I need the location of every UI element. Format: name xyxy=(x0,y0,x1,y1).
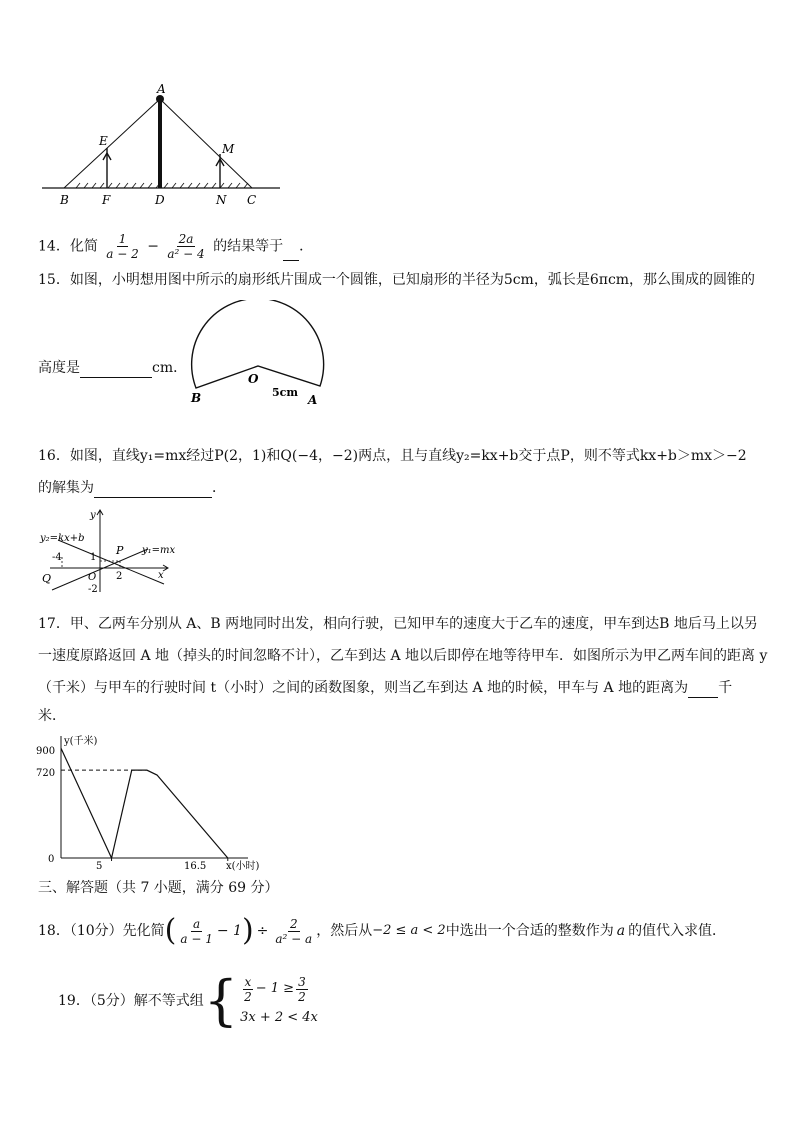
q14-answer-blank[interactable] xyxy=(283,246,299,261)
ytick-900: 900 xyxy=(36,746,56,757)
line-y1-label: y₁=mx xyxy=(142,545,176,556)
q19-r1b-num: 3 xyxy=(298,974,306,989)
axis-y-label: y xyxy=(90,510,96,521)
q14-fraction-1 xyxy=(104,232,140,261)
q16-answer-blank[interactable] xyxy=(94,483,212,498)
q14-end: ． xyxy=(299,238,314,255)
q18-var: a xyxy=(616,923,626,939)
label-d: D xyxy=(155,193,165,207)
q19-r1-num: x xyxy=(244,974,252,989)
xtick-16-5: 16.5 xyxy=(184,861,207,872)
q18-div: ÷ xyxy=(256,923,269,939)
ytick-0: 0 xyxy=(48,854,55,865)
q19-prefix: 19．（5分）解不等式组 xyxy=(58,993,204,1009)
label-f: F xyxy=(102,193,111,207)
q18-minus1: − 1 xyxy=(216,923,242,939)
q14-f1-den: a − 2 xyxy=(106,247,139,261)
sector-figure xyxy=(186,300,334,408)
question-15-line2 xyxy=(38,358,187,378)
label-c: C xyxy=(247,193,257,207)
distance-series-line xyxy=(61,748,228,858)
point-q-label: Q xyxy=(42,572,52,585)
q17-prefix: （千米）与甲车的行驶时间 t（小时）之间的函数图象，则当乙车到达 A 地的时候，甲车与 A 地的距离为 xyxy=(38,680,689,696)
q14-minus: − xyxy=(147,238,159,255)
question-16-line1: 16．如图，直线y₁=mx经过P(2，1)和Q(−4，−2)两点，且与直线y₂=kx+b交于点P，则不等式kx+b＞mx＞−2 xyxy=(38,448,747,464)
question-15-line1: 15．如图，小明想用图中所示的扇形纸片围成一个圆锥，已知扇形的半径为5cm，弧长是6πcm，那么围成的圆锥的 xyxy=(38,272,756,288)
q14-prefix: 14．化简 xyxy=(38,238,98,255)
q19-row1 xyxy=(240,975,318,1004)
label-b: B xyxy=(60,193,69,207)
q16-suffix: ． xyxy=(212,480,226,496)
q17-suffix: 千 xyxy=(718,680,733,696)
tick-1: 1 xyxy=(90,552,97,563)
q15-answer-blank[interactable] xyxy=(80,363,152,378)
lines-graph-figure xyxy=(38,504,188,596)
question-17-line1: 17．甲、乙两车分别从 A、B 两地同时出发，相向行驶，已知甲车的速度大于乙车的速度，甲车到达B 地后马上以另 xyxy=(38,616,758,632)
q19-r1-mid: − 1 ≥ xyxy=(255,981,295,996)
question-17-line4: 米． xyxy=(38,708,66,724)
question-17-line2: 一速度原路返回 A 地（掉头的时间忽略不计），乙车到达 A 地以后即停在地等待甲车．如图所示为甲乙两车间的距离 y xyxy=(38,648,768,664)
q19-r1b-den: 2 xyxy=(298,989,306,1004)
xtick-5: 5 xyxy=(96,861,103,872)
point-p-label: P xyxy=(116,544,124,557)
q18-prefix: 18．（10分）先化简 xyxy=(38,923,165,939)
q19-row2: 3x + 2 < 4x xyxy=(240,1009,318,1025)
q18-suffix: ，然后从 xyxy=(316,923,373,939)
q18-fraction-a xyxy=(178,917,214,946)
q18-end: 的值代入求值． xyxy=(628,923,727,939)
question-14 xyxy=(38,232,313,261)
q15-suffix: cm． xyxy=(152,360,188,376)
label-o: O xyxy=(248,372,259,386)
label-e: E xyxy=(99,134,108,148)
q19-brace: { xyxy=(203,969,239,1032)
q18-paren-close: ) xyxy=(241,913,254,948)
q18-range: −2 ≤ a < 2 xyxy=(372,923,446,938)
q18-suffix2: 中选出一个合适的整数作为 xyxy=(445,923,614,939)
q14-f1-num: 1 xyxy=(118,232,127,246)
q19-system xyxy=(240,975,318,1028)
question-17-line3 xyxy=(38,678,732,698)
q18-paren-open: ( xyxy=(164,913,177,948)
label-n: N xyxy=(216,193,227,207)
tick-minus4: -4 xyxy=(52,552,62,563)
q15-prefix: 高度是 xyxy=(38,360,80,376)
chart-ylabel: y(千米) xyxy=(64,736,98,747)
tick-minus2: -2 xyxy=(88,584,98,595)
tick-2: 2 xyxy=(116,571,123,582)
q18-a-den: a − 1 xyxy=(180,931,213,946)
q16-prefix: 的解集为 xyxy=(38,480,94,496)
lamp-post-figure xyxy=(36,80,286,210)
q14-f2-num: 2a xyxy=(178,232,194,246)
distance-time-chart xyxy=(30,730,270,875)
q14-fraction-2 xyxy=(165,232,206,261)
q18-a-num: a xyxy=(193,916,201,931)
q18-b-num: 2 xyxy=(289,916,298,931)
label-b: B xyxy=(191,391,202,405)
question-18 xyxy=(38,913,727,948)
chart-xlabel: x(小时) xyxy=(226,861,260,872)
section-3-heading: 三、解答题（共 7 小题，满分 69 分） xyxy=(38,880,279,896)
q14-f2-den: a² − 4 xyxy=(167,247,205,261)
label-a: A xyxy=(308,393,318,407)
question-16-line2 xyxy=(38,478,226,498)
line-y2-label: y₂=kx+b xyxy=(40,533,85,544)
q14-suffix: 的结果等于 xyxy=(213,238,284,255)
q18-b-den: a² − a xyxy=(275,931,313,946)
label-a: A xyxy=(157,82,166,96)
label-radius: 5cm xyxy=(272,386,298,399)
q18-fraction-b xyxy=(273,917,314,946)
q17-answer-blank[interactable] xyxy=(688,683,718,698)
q19-r1-den: 2 xyxy=(244,989,252,1004)
label-m: M xyxy=(222,142,235,156)
q19-r1-frac xyxy=(242,975,254,1004)
ytick-720: 720 xyxy=(36,768,56,779)
axis-x-label: x xyxy=(158,570,164,581)
question-19 xyxy=(58,969,318,1032)
q19-r1b-frac xyxy=(296,975,308,1004)
origin-label: O xyxy=(88,572,97,583)
